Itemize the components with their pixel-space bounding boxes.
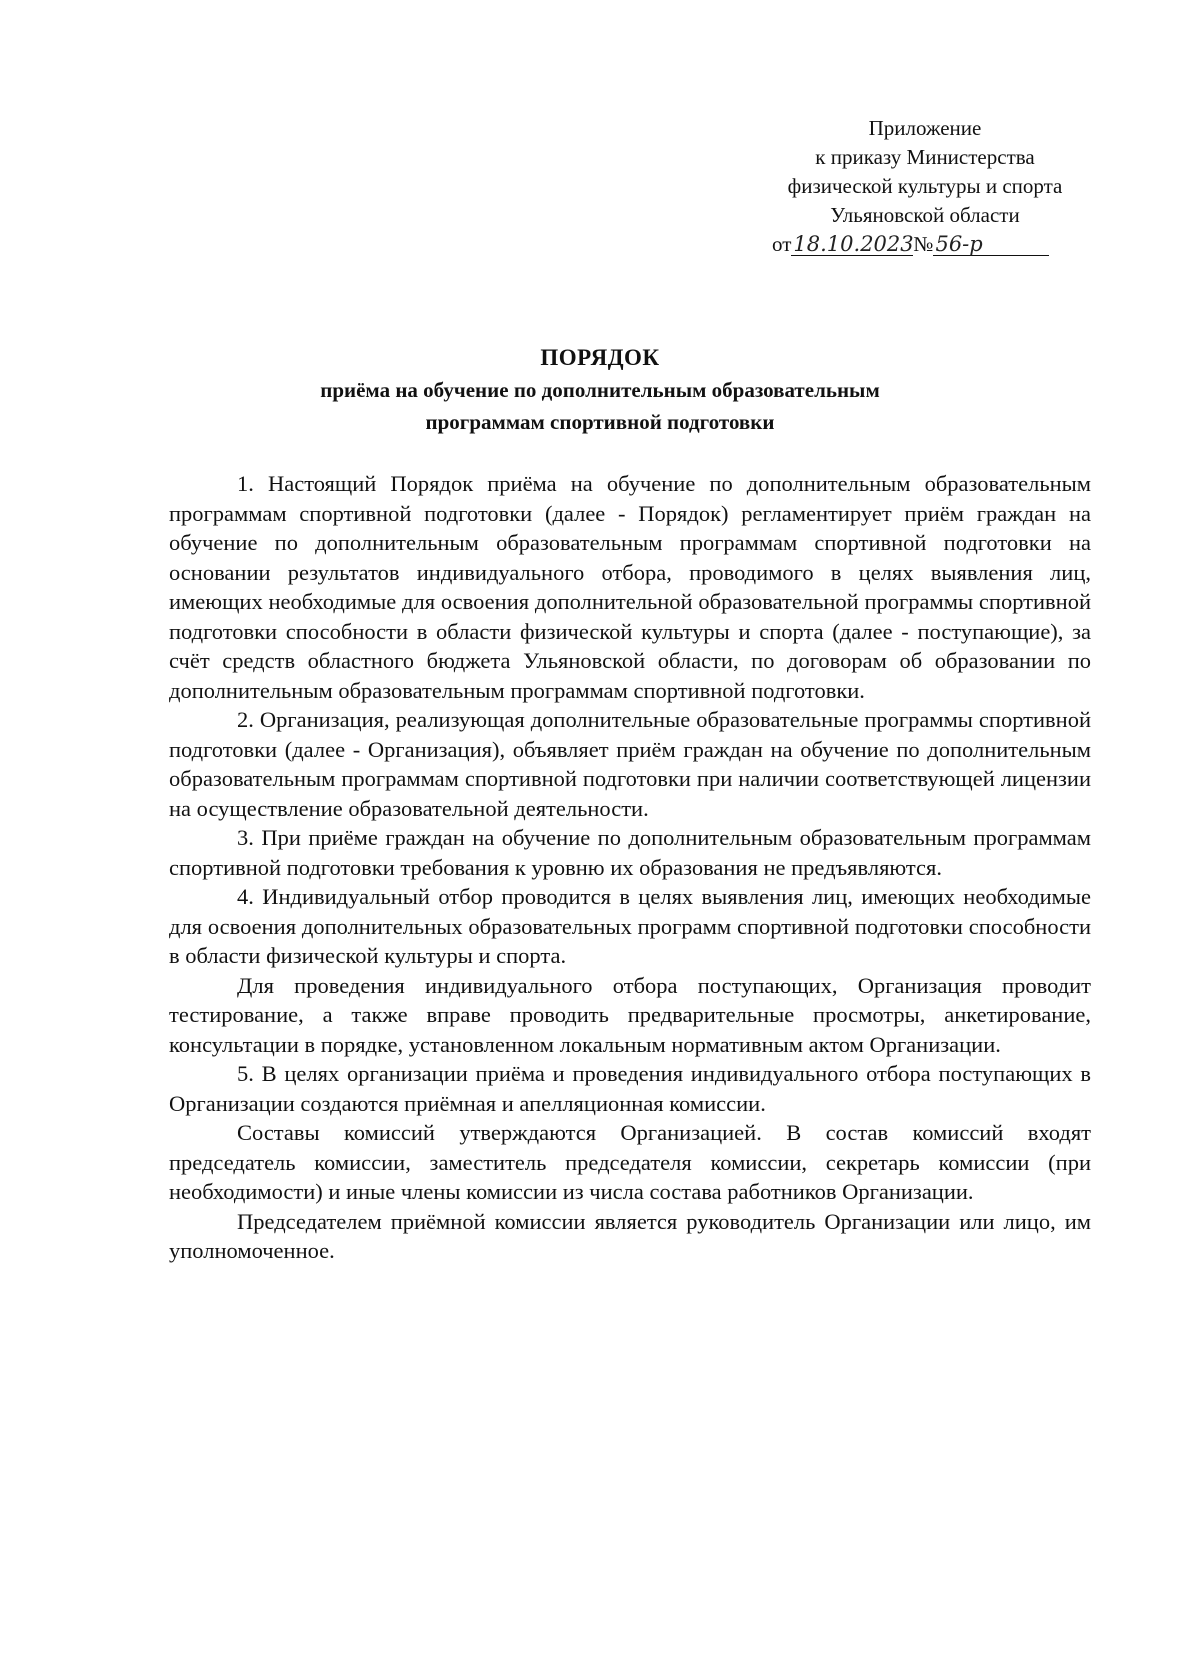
paragraph-4-continued: Для проведения индивидуального отбора поступающих, Организация проводит тестирование, а также вправе проводить предварительные просмотры, анкетирование, консультации в порядке, установленном локальным нормативным актом Организации.	[169, 972, 1091, 1057]
paragraph-3: 3. При приёме граждан на обучение по дополнительным образовательным программам спортивной подготовки требования к уровню их образования не предъявляются.	[169, 825, 1091, 880]
paragraph-4: 4. Индивидуальный отбор проводится в целях выявления лиц, имеющих необходимые для освоения дополнительных образовательных программ спортивной подготовки способности в области физической культуры и спорта.	[169, 884, 1091, 968]
appendix-date-line	[760, 230, 1090, 259]
handwritten-number: 56-р	[933, 233, 1049, 256]
handwritten-date: 18.10.2023	[793, 232, 914, 256]
number-prefix: №	[913, 232, 934, 256]
paragraph-1: 1. Настоящий Порядок приёма на обучение по дополнительным образовательным программам спортивной подготовки (далее - Порядок) регламентирует приём граждан на обучение по дополнительным образовательным программам спортивной подготовки на основании результатов индивидуального отбора, проводимого в целях выявления лиц, имеющих необходимые для освоения дополнительной образовательной программы спортивной подготовки способности в области физической культуры и спорта (далее - поступающие), за счёт средств областного бюджета Ульяновской области, по договорам об образовании по дополнительным образовательным программам спортивной подготовки.	[169, 471, 1091, 703]
document-title	[150, 342, 1050, 438]
date-prefix: от	[772, 232, 792, 256]
paragraph-5: 5. В целях организации приёма и проведения индивидуального отбора поступающих в Организации создаются приёмная и апелляционная комиссии.	[169, 1061, 1091, 1116]
appendix-order-ref: к приказу Министерства	[815, 145, 1035, 169]
title-main: ПОРЯДОК	[540, 345, 660, 370]
appendix-region: Ульяновской области	[830, 203, 1020, 227]
appendix-title: Приложение	[868, 116, 982, 140]
appendix-ministry: физической культуры и спорта	[787, 174, 1063, 198]
appendix-block	[760, 114, 1090, 259]
paragraph-5-commission-composition: Составы комиссий утверждаются Организацией. В состав комиссий входят председатель комиссии, заместитель председателя комиссии, секретарь комиссии (при необходимости) и иные члены комиссии из числа состава работников Организации.	[169, 1120, 1091, 1204]
title-subtitle-line1: приёма на обучение по дополнительным образовательным	[320, 378, 880, 402]
paragraph-2: 2. Организация, реализующая дополнительные образовательные программы спортивной подготовки (далее - Организация), объявляет приём граждан на обучение по дополнительным образовательным программам спортивной подготовки при наличии соответствующей лицензии на осуществление образовательной деятельности.	[169, 707, 1091, 821]
document-body	[169, 469, 1091, 1266]
paragraph-5-commission-chair: Председателем приёмной комиссии является руководитель Организации или лицо, им уполномоченное.	[169, 1208, 1091, 1263]
title-subtitle-line2: программам спортивной подготовки	[425, 410, 775, 434]
